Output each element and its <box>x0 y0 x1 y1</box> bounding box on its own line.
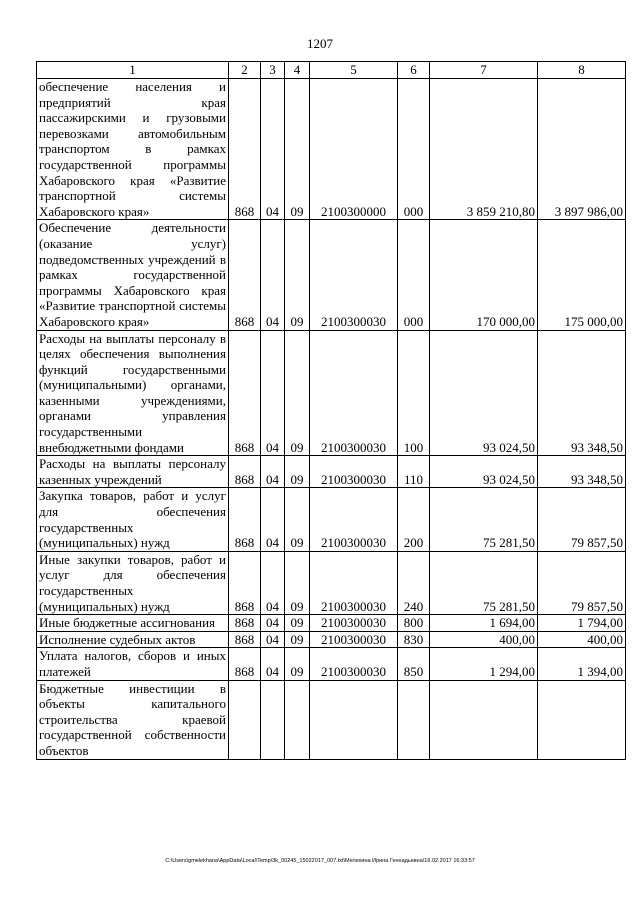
row-name: Обеспечение деятельности (оказание услуг) подведомственных учреждений в рамках государственной программы Хабаровского края «Развитие транспортной системы Хабаровского края» <box>37 220 229 330</box>
cell-section: 04 <box>261 79 285 220</box>
cell-subsection: 09 <box>285 456 310 488</box>
cell-target-code: 2100300030 <box>310 631 398 648</box>
cell-amount-1: 93 024,50 <box>430 330 538 456</box>
cell-expense-type: 800 <box>398 615 430 632</box>
table-row <box>37 330 626 456</box>
col-header-5: 5 <box>310 62 398 79</box>
cell-amount-1: 170 000,00 <box>430 220 538 330</box>
cell-subsection: 09 <box>285 631 310 648</box>
row-name: Исполнение судебных актов <box>37 631 229 648</box>
col-header-7: 7 <box>430 62 538 79</box>
cell-section: 04 <box>261 631 285 648</box>
cell-admin-code: 868 <box>229 330 261 456</box>
col-header-6: 6 <box>398 62 430 79</box>
row-name: Уплата налогов, сборов и иных платежей <box>37 648 229 680</box>
row-name: Расходы на выплаты персоналу в целях обеспечения выполнения функций государственными (муниципальными) органами, казенными учреждениями, органами управления государственными внебюджетными фондами <box>37 330 229 456</box>
cell-target-code: 2100300030 <box>310 330 398 456</box>
cell-expense-type: 100 <box>398 330 430 456</box>
cell-expense-type: 830 <box>398 631 430 648</box>
cell-amount-2: 1 394,00 <box>538 648 626 680</box>
cell-admin-code: 868 <box>229 456 261 488</box>
cell-admin-code: 868 <box>229 488 261 551</box>
cell-target-code: 2100300030 <box>310 648 398 680</box>
cell-expense-type: 000 <box>398 220 430 330</box>
table-row <box>37 615 626 632</box>
cell-section: 04 <box>261 330 285 456</box>
cell-amount-1: 93 024,50 <box>430 456 538 488</box>
table-row <box>37 220 626 330</box>
cell-amount-1: 3 859 210,80 <box>430 79 538 220</box>
cell-expense-type: 850 <box>398 648 430 680</box>
cell-section: 04 <box>261 551 285 614</box>
row-name: Расходы на выплаты персоналу казенных учреждений <box>37 456 229 488</box>
cell-subsection: 09 <box>285 220 310 330</box>
row-name: обеспечение населения и предприятий края пассажирскими и грузовыми перевозками автомобильным транспортом в рамках государственной программы Хабаровского края «Развитие транспортной системы Хабаровского края» <box>37 79 229 220</box>
cell-amount-2: 175 000,00 <box>538 220 626 330</box>
table-row <box>37 680 626 759</box>
table-row <box>37 551 626 614</box>
cell-subsection: 09 <box>285 488 310 551</box>
cell-expense-type: 110 <box>398 456 430 488</box>
cell-target-code: 2100300030 <box>310 456 398 488</box>
cell-amount-2: 79 857,50 <box>538 551 626 614</box>
cell-expense-type <box>398 680 430 759</box>
col-header-3: 3 <box>261 62 285 79</box>
table-row <box>37 79 626 220</box>
cell-section: 04 <box>261 648 285 680</box>
cell-section: 04 <box>261 615 285 632</box>
cell-target-code: 2100300030 <box>310 220 398 330</box>
row-name: Закупка товаров, работ и услуг для обеспечения государственных (муниципальных) нужд <box>37 488 229 551</box>
cell-amount-1: 75 281,50 <box>430 488 538 551</box>
cell-admin-code: 868 <box>229 615 261 632</box>
cell-amount-1 <box>430 680 538 759</box>
cell-amount-1: 75 281,50 <box>430 551 538 614</box>
cell-admin-code: 868 <box>229 648 261 680</box>
cell-amount-2: 93 348,50 <box>538 330 626 456</box>
table-row <box>37 631 626 648</box>
row-name: Иные закупки товаров, работ и услуг для обеспечения государственных (муниципальных) нужд <box>37 551 229 614</box>
col-header-2: 2 <box>229 62 261 79</box>
cell-target-code: 2100300030 <box>310 488 398 551</box>
cell-section: 04 <box>261 456 285 488</box>
cell-amount-2: 400,00 <box>538 631 626 648</box>
cell-amount-2: 79 857,50 <box>538 488 626 551</box>
header-row <box>37 62 626 79</box>
col-header-8: 8 <box>538 62 626 79</box>
page-number: 1207 <box>307 36 333 51</box>
cell-admin-code: 868 <box>229 551 261 614</box>
row-name: Бюджетные инвестиции в объекты капитального строительства краевой государственной собственности объектов <box>37 680 229 759</box>
table-row <box>37 456 626 488</box>
cell-target-code: 2100300030 <box>310 551 398 614</box>
cell-subsection: 09 <box>285 79 310 220</box>
table-row <box>37 648 626 680</box>
cell-amount-1: 400,00 <box>430 631 538 648</box>
cell-target-code <box>310 680 398 759</box>
row-name: Иные бюджетные ассигнования <box>37 615 229 632</box>
cell-subsection <box>285 680 310 759</box>
cell-admin-code: 868 <box>229 220 261 330</box>
cell-expense-type: 240 <box>398 551 430 614</box>
cell-subsection: 09 <box>285 615 310 632</box>
cell-target-code: 2100300000 <box>310 79 398 220</box>
cell-section: 04 <box>261 220 285 330</box>
cell-admin-code: 868 <box>229 631 261 648</box>
cell-amount-1: 1 694,00 <box>430 615 538 632</box>
budget-table <box>36 61 626 760</box>
cell-admin-code <box>229 680 261 759</box>
cell-subsection: 09 <box>285 551 310 614</box>
cell-amount-2: 1 794,00 <box>538 615 626 632</box>
cell-target-code: 2100300030 <box>310 615 398 632</box>
cell-section: 04 <box>261 488 285 551</box>
col-header-4: 4 <box>285 62 310 79</box>
cell-amount-2: 3 897 986,00 <box>538 79 626 220</box>
cell-amount-1: 1 294,00 <box>430 648 538 680</box>
cell-admin-code: 868 <box>229 79 261 220</box>
cell-subsection: 09 <box>285 648 310 680</box>
cell-expense-type: 200 <box>398 488 430 551</box>
cell-expense-type: 000 <box>398 79 430 220</box>
cell-section <box>261 680 285 759</box>
col-header-1: 1 <box>37 62 229 79</box>
cell-amount-2: 93 348,50 <box>538 456 626 488</box>
cell-subsection: 09 <box>285 330 310 456</box>
table-row <box>37 488 626 551</box>
cell-amount-2 <box>538 680 626 759</box>
footer-file-path: C:\Users\gmelekhana\AppData\Local\Temp\3k_00245_15022017_007.txt\Мелехина Ирина Геннадьевна\16.02.2017 16:33:57 <box>165 858 475 864</box>
